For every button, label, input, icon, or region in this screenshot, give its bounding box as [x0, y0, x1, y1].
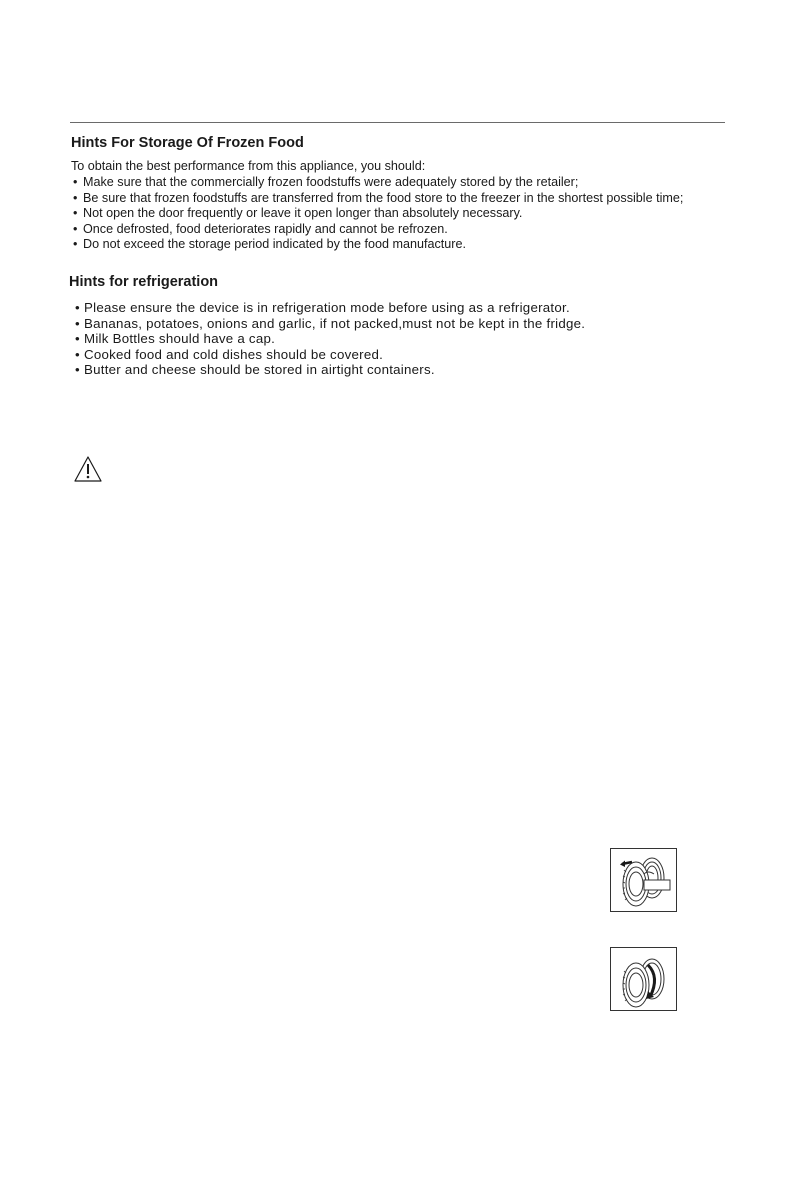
bullet: •: [73, 221, 78, 236]
frozen-food-heading: Hints For Storage Of Frozen Food: [71, 135, 304, 151]
bullet: •: [73, 237, 78, 251]
list-item-text: Make sure that the commercially frozen foodstuffs were adequately stored by the retailer;: [83, 175, 579, 189]
list-item-text: Do not exceed the storage period indicated by the food manufacture.: [83, 237, 466, 251]
warning-triangle-icon: [73, 455, 103, 483]
frozen-food-list: [71, 175, 731, 253]
list-item: [75, 347, 695, 363]
bullet: •: [75, 331, 80, 346]
list-item: [71, 222, 731, 238]
list-item-text: Be sure that frozen foodstuffs are transferred from the food store to the freezer in the shortest possible time;: [83, 190, 684, 205]
list-item: [71, 206, 731, 222]
list-item: [75, 331, 695, 347]
list-item: [71, 175, 731, 191]
list-item-text: Cooked food and cold dishes should be covered.: [84, 346, 384, 362]
frozen-food-intro: To obtain the best performance from this appliance, you should:: [71, 159, 426, 173]
list-item-text: Milk Bottles should have a cap.: [84, 331, 276, 346]
list-item-text: Please ensure the device is in refrigeration mode before using as a refrigerator.: [84, 300, 570, 315]
list-item-text: Bananas, potatoes, onions and garlic, if not packed,must not be kept in the fridge.: [84, 315, 586, 331]
refrigeration-heading: Hints for refrigeration: [69, 274, 219, 290]
list-item-text: Butter and cheese should be stored in airtight containers.: [84, 362, 435, 377]
bullet: •: [75, 315, 80, 331]
bullet: •: [75, 346, 80, 362]
bullet: •: [75, 300, 80, 315]
list-item: [71, 191, 731, 207]
list-item: [71, 237, 731, 253]
list-item: [75, 316, 695, 332]
bullet: •: [75, 362, 80, 377]
list-item-text: Once defrosted, food deteriorates rapidly and cannot be refrozen.: [83, 221, 448, 236]
list-item-text: Not open the door frequently or leave it open longer than absolutely necessary.: [83, 206, 523, 220]
header-divider: [70, 122, 725, 123]
knob-turn-icon: [610, 947, 677, 1011]
list-item: [75, 300, 695, 316]
bullet: •: [73, 175, 78, 189]
refrigeration-list: [75, 300, 695, 378]
list-item: [75, 362, 695, 378]
bullet: •: [73, 190, 78, 205]
bullet: •: [73, 206, 78, 220]
knob-rotate-icon: [610, 848, 677, 912]
